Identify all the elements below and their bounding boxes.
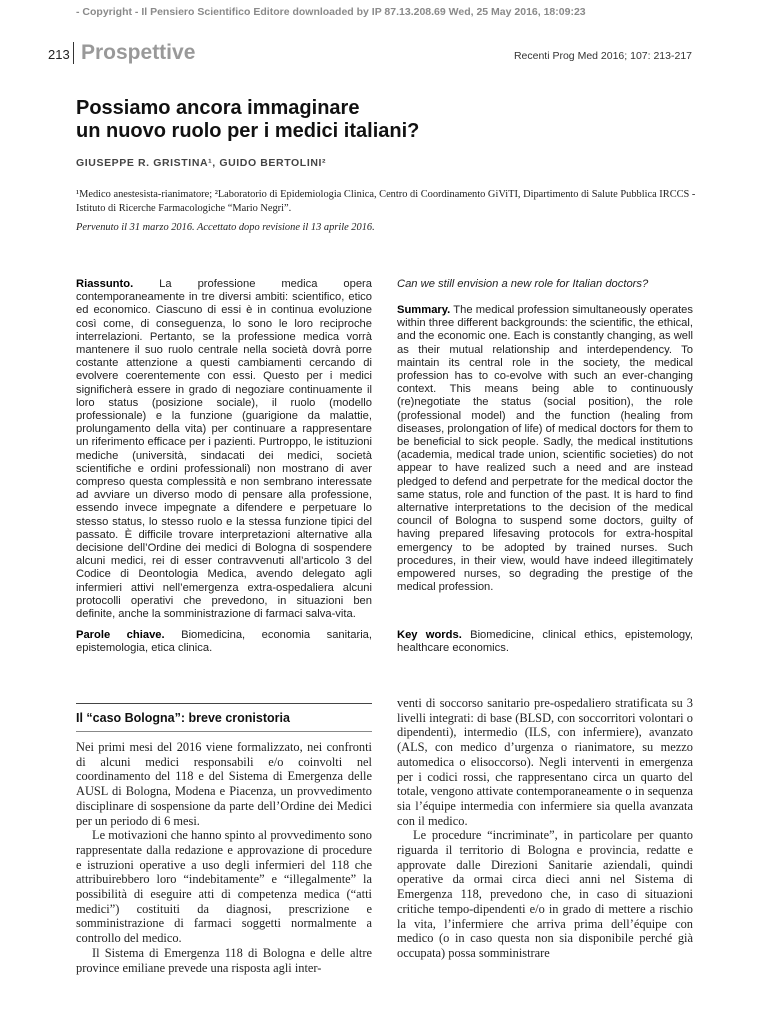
title-line-1: Possiamo ancora immaginare — [76, 97, 360, 119]
key-words-label: Key words. — [397, 629, 462, 641]
paragraph: venti di soccorso sanitario pre-ospedaliero stratificata su 3 livelli integrati: di base (BLSD, con soccorritori volontari o dipendenti), intermedio (ILS, con infermiere), avanzato (ALS, con medico d’urgenza o rianimatore, su mezzo automedica o elisoccorso). Negli interventi in emergenza per i codici rossi, che rappresentano circa un quarto del totale, vengono attivate contemporaneamente o in sequenza sia l’équipe intermedia con infermiere sia quella avanzata con il medico. — [397, 696, 693, 828]
received-date: Pervenuto il 31 marzo 2016. Accettato dopo revisione il 13 aprile 2016. — [76, 222, 375, 233]
title-line-2: un nuovo ruolo per i medici italiani? — [76, 120, 420, 142]
affiliations: ¹Medico anestesista-rianimatore; ²Laboratorio di Epidemiologia Clinica, Centro di Coordinamento GiViTI, Dipartimento di Salute Pubblica IRCCS - Istituto di Ricerche Farmacologiche “Mario Negri”. — [76, 189, 696, 214]
journal-citation: Recenti Prog Med 2016; 107: 213-217 — [513, 50, 692, 62]
abstract-text: La professione medica opera contemporaneamente in tre diversi ambiti: scientifico, etico ed economico. Ciascuno di essi è in continua evoluzione così come, di conseguenza, lo sono le loro reciproche interrelazioni. Pertanto, se la professione medica vorrà mantenere il suo ruolo centrale nella società dovrà porre costante attenzione a questi cambiamenti cercando di evolvere coerentemente con essi. Questo per i medici significherà essere in grado di negoziare continuamente il loro status (posizione sociale), il ruolo (modello professionale) e la funzione (guarigione da malattie, prolungamento della vita) per continuare a rappresentare un riferimento efficace per i pazienti. Purtroppo, le istituzioni mediche (università, sindacati dei medici, società scientifiche e ordini professionali) non mostrano di aver compreso questa complessità e non sembrano interessate ad avviare un diverso modo di pensare alla professione, essendo invece impegnate a difendere e perpetuare lo stesso status, lo stesso ruolo e la stessa funzione tipici del passato. È difficile trovare interpretazioni alternative alla decisione dell’Ordine dei medici di Bologna di sospendere alcuni medici, rei di esser contravvenuti all’articolo 3 del Codice di Deontologia Medica, avendo delegato agli infermieri attivi nell’emergenza extra-ospedaliera alcuni protocolli operativi che prevedono, in situazioni ben definite, anche la somministrazione di farmaci salva-vita. — [76, 278, 372, 621]
copyright-notice: - Copyright - Il Pensiero Scientifico Editore downloaded by IP 87.13.208.69 Wed, 25 May 2016, 18:09:23 — [76, 6, 586, 18]
article-title — [76, 97, 596, 143]
page-number: 213 — [48, 47, 70, 62]
summary-text: The medical profession simultaneously operates within three different backgrounds: the scientific, the ethical, and the economic one. Each is constantly changing, as well as their mutual relationship and interdependency. To maintain its central role in the society, the medical profession has to co-evolve with such an ever-changing context. This means being able to continuously (re)negotiate the status (social position), the role (professional model) and the function (healing from diseases, prolongation of life) of medical doctors for them to be beneficial to sick people. Sadly, the medical institutions (academia, medical trade union, scientific societies) do not appear to have realized such a need and are instead pledged to defend and perpetrate for the medical doctor the same status, role and function of the past. It is hard to find alternative interpretations to the decision of the medical council of Bologna to suspend some doctors, guilty of having prepared lifesaving protocols for extra-hospital emergency to be adopted by trained nurses. Such procedures, in their view, would have indeed illegitimately empowered nurses, so degrading the prestige of the medical profession. — [397, 304, 694, 594]
key-words-text: Biomedicine, clinical ethics, epistemology, healthcare economics. — [397, 629, 694, 655]
authors: GIUSEPPE R. GRISTINA¹, GUIDO BERTOLINI² — [76, 157, 327, 169]
keywords-label: Parole chiave. — [76, 629, 165, 641]
keywords-italian — [76, 629, 372, 655]
keywords-text: Biomedicina, economia sanitaria, epistemologia, etica clinica. — [76, 629, 373, 655]
section-heading: Il “caso Bologna”: breve cronistoria — [76, 711, 290, 725]
paragraph: Il Sistema di Emergenza 118 di Bologna e delle altre province emiliane prevede una risposta agli inter- — [76, 945, 372, 975]
section-title: Prospettive — [81, 41, 196, 64]
english-title: Can we still envision a new role for Italian doctors? — [397, 278, 649, 290]
keywords-english — [397, 629, 693, 655]
paragraph: Le motivazioni che hanno spinto al provvedimento sono rappresentate dalla redazione e approvazione di procedure e istruzioni operative a uso degli infermieri del 118 che attribuirebbero loro “indebitamente” e “illegalmente” la possibilità di eseguire atti di competenza medica (“atti medici”) costituiti da diagnosi, prescrizione e somministrazione di farmaci soggetti normalmente a controllo del medico. — [76, 828, 372, 946]
section-rule-top — [76, 703, 372, 704]
body-column-left — [76, 740, 372, 975]
paragraph: Nei primi mesi del 2016 viene formalizzato, nei confronti di alcuni medici responsabili e/o coinvolti nel coordinamento del 118 e del Sistema di Emergenza delle AUSL di Bologna, Modena e Piacenza, un provvedimento disciplinare di sospensione da parte dell’Ordine dei Medici per un periodo di 6 mesi. — [76, 740, 372, 828]
abstract-label: Riassunto. — [76, 278, 134, 290]
body-column-right — [397, 696, 693, 961]
header-divider — [73, 42, 74, 64]
paragraph: Le procedure “incriminate”, in particolare per quanto riguarda il territorio di Bologna e provincia, redatte e approvate dalle Direzioni Sanitarie aziendali, quindi operative da ormai circa dieci anni nel Sistema di Emergenza 118, prevedono che, in caso di situazioni critiche tempo-dipendenti e/o in grado di mettere a rischio la vita, l’infermiere che arriva prima dell’équipe con medico (o in caso questa non sia disponibile perché già occupata) possa somministrare — [397, 828, 693, 960]
abstract-english — [397, 304, 693, 594]
abstract-italian — [76, 278, 372, 621]
section-rule-bottom — [76, 731, 372, 732]
summary-label: Summary. — [397, 304, 451, 316]
